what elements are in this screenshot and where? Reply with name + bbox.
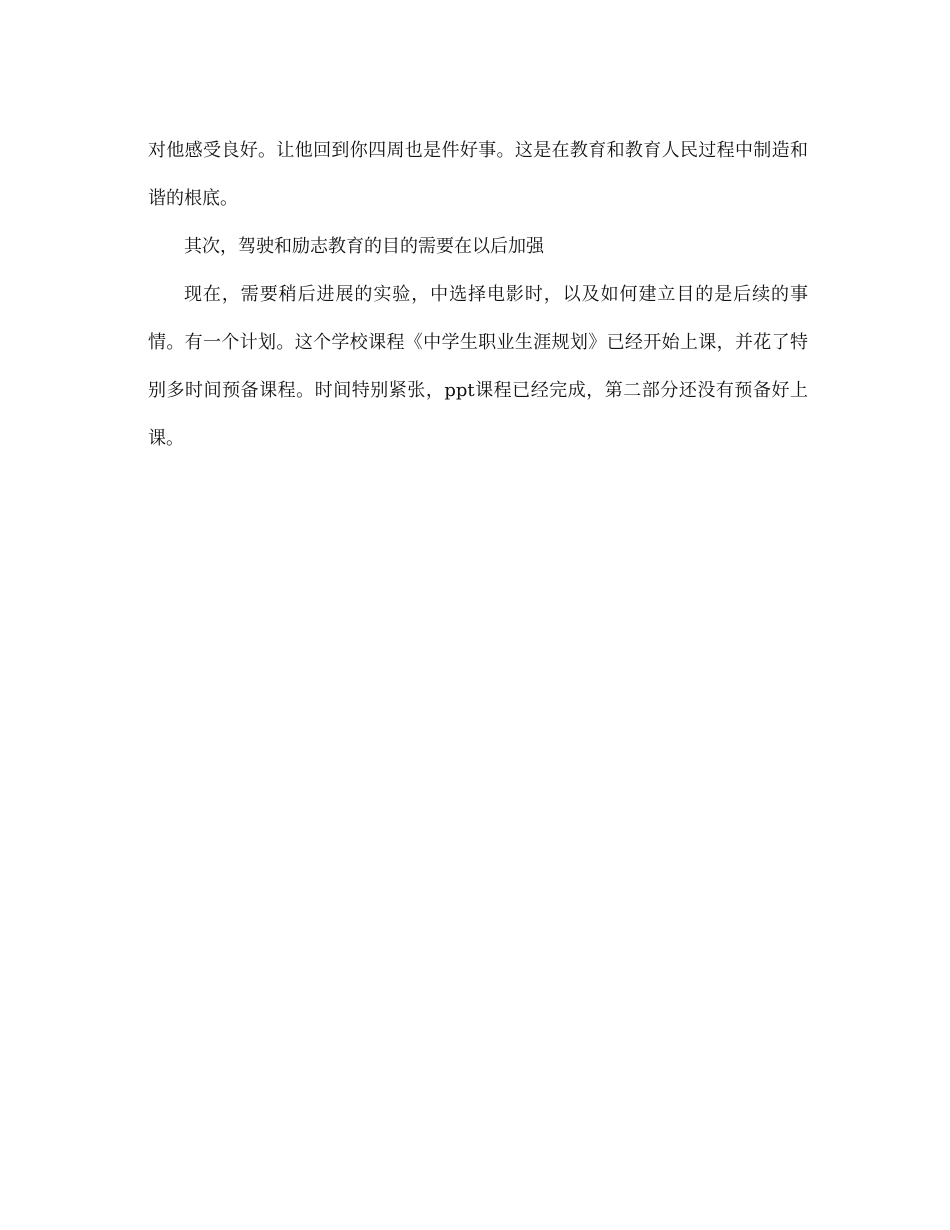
paragraph-plan: 现在，需要稍后进展的实验，中选择电影时，以及如何建立目的是后续的事情。有一个计划。这个学校课程《中学生职业生涯规划》已经开始上课，并花了特别多时间预备课程。时间特别紧张，ppt课程已经完成，第二部分还没有预备好上课。 bbox=[148, 284, 808, 449]
paragraph-continuation: 对他感受良好。让他回到你四周也是件好事。这是在教育和教育人民过程中制造和谐的根底。 bbox=[148, 140, 808, 209]
document-body bbox=[148, 127, 808, 463]
paragraph-heading-second: 其次，驾驶和励志教育的目的需要在以后加强 bbox=[184, 236, 544, 257]
